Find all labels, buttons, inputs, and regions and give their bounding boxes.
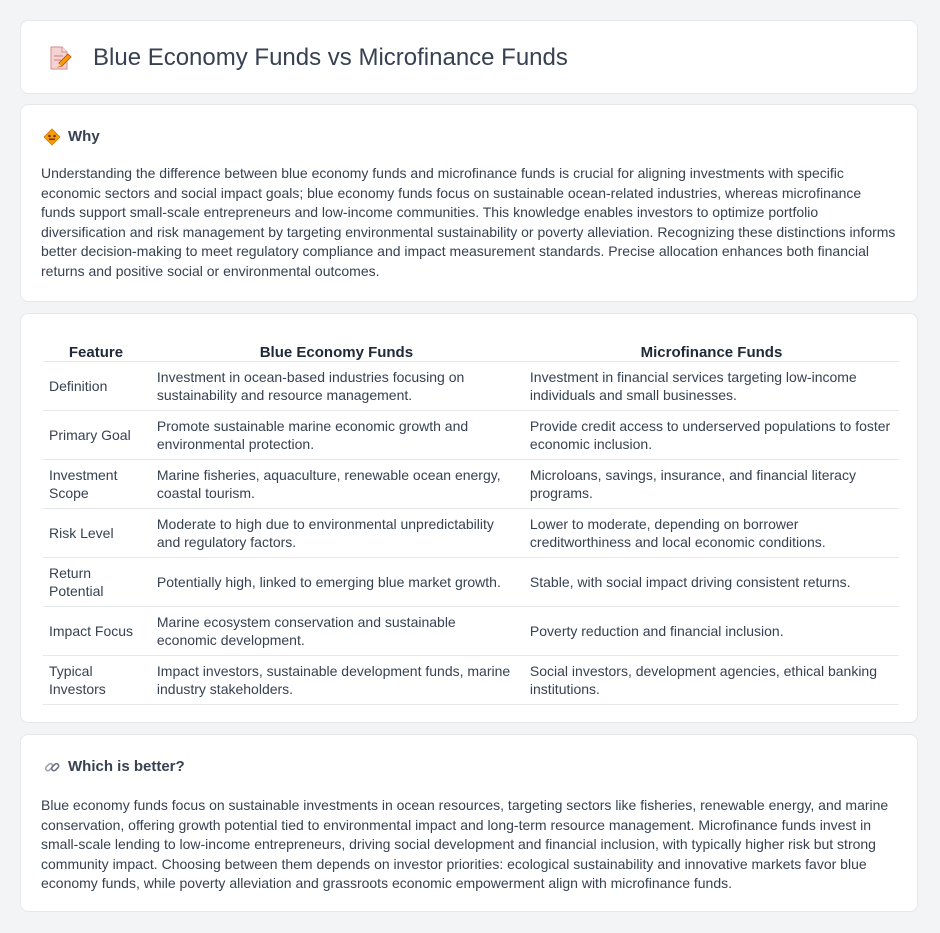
which-better-section	[20, 734, 918, 912]
header-microfinance: Microfinance Funds	[524, 334, 899, 362]
row-blue: Impact investors, sustainable development funds, marine industry stakeholders.	[151, 656, 522, 705]
row-blue: Marine fisheries, aquaculture, renewable ocean energy, coastal tourism.	[151, 460, 522, 509]
row-micro: Stable, with social impact driving consistent returns.	[524, 558, 899, 607]
row-micro: Poverty reduction and financial inclusion.	[524, 607, 899, 656]
link-icon	[43, 758, 61, 781]
row-micro: Investment in financial services targeting low-income individuals and small businesses.	[524, 362, 899, 411]
row-micro: Microloans, savings, insurance, and financial literacy programs.	[524, 460, 899, 509]
row-micro: Social investors, development agencies, ethical banking institutions.	[524, 656, 899, 705]
better-text: Blue economy funds focus on sustainable investments in ocean resources, targeting sectors like fisheries, renewable energy, and marine conservation, offering growth potential tied to environmental impact and long-term resource management. Microfinance funds invest in small-scale lending to low-income entrepreneurs, driving social development and financial inclusion, with typically higher risk but strong community impact. Choosing between them depends on investor priorities: ecological sustainability and innovative markets favor blue economy funds, while poverty alleviation and grassroots economic empowerment align with microfinance funds.	[41, 797, 889, 892]
row-micro: Lower to moderate, depending on borrower creditworthiness and local economic conditions.	[524, 509, 899, 558]
why-text: Understanding the difference between blue economy funds and microfinance funds is crucial for aligning investments with specific economic sectors and social impact goals; blue economy funds focus on sustainable ocean-related industries, whereas microfinance funds support small-scale entrepreneurs and low-income communities. This knowledge enables investors to optimize portfolio diversification and risk management by targeting environmental sustainability or poverty alleviation. Recognizing these distinctions informs better decision-making to meet regulatory compliance and impact measurement standards. Precise allocation enhances both financial returns and positive social or environmental outcomes.	[41, 165, 896, 279]
diamond-sign-icon	[43, 128, 61, 151]
row-blue: Marine ecosystem conservation and sustainable economic development.	[151, 607, 522, 656]
page-title: Blue Economy Funds vs Microfinance Funds	[93, 44, 568, 71]
document-pencil-icon	[47, 45, 73, 76]
row-feature: Return Potential	[43, 558, 149, 607]
row-feature: Investment Scope	[43, 460, 149, 509]
row-feature: Impact Focus	[43, 607, 149, 656]
header-feature: Feature	[43, 334, 149, 362]
row-feature: Risk Level	[43, 509, 149, 558]
table-row	[43, 607, 899, 656]
why-heading: Why	[68, 128, 100, 145]
better-heading: Which is better?	[68, 758, 185, 775]
row-blue: Potentially high, linked to emerging blue market growth.	[151, 558, 522, 607]
row-feature: Primary Goal	[43, 411, 149, 460]
table-row	[43, 411, 899, 460]
table-row	[43, 509, 899, 558]
row-blue: Moderate to high due to environmental unpredictability and regulatory factors.	[151, 509, 522, 558]
table-row	[43, 362, 899, 411]
header-blue-economy: Blue Economy Funds	[151, 334, 522, 362]
row-feature: Definition	[43, 362, 149, 411]
table-row	[43, 656, 899, 705]
row-feature: Typical Investors	[43, 656, 149, 705]
table-header-row	[43, 334, 899, 362]
row-micro: Provide credit access to underserved populations to foster economic inclusion.	[524, 411, 899, 460]
comparison-section	[20, 313, 918, 723]
table-row	[43, 558, 899, 607]
row-blue: Investment in ocean-based industries focusing on sustainability and resource management.	[151, 362, 522, 411]
row-blue: Promote sustainable marine economic growth and environmental protection.	[151, 411, 522, 460]
title-card	[20, 20, 918, 94]
table-row	[43, 460, 899, 509]
why-section	[20, 104, 918, 302]
comparison-table	[43, 334, 899, 705]
